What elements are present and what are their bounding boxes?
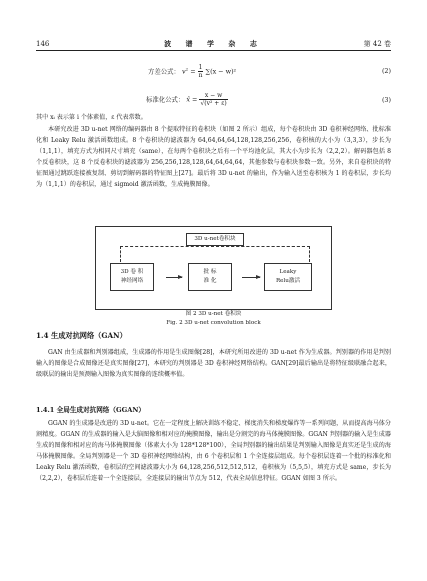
normalize-label: 标准化公式： bbox=[146, 95, 185, 104]
normalize-fraction: $\frac{x - w}{\text{√(v² + ε)}}$ bbox=[200, 92, 227, 107]
equation-number-3: (3) bbox=[381, 96, 391, 104]
block-title-3d-unet: 3D u-net卷积块 bbox=[186, 233, 244, 246]
variance-lhs: v bbox=[182, 67, 186, 76]
figure-2-caption-en: Fig. 2 3D u-net convolution block bbox=[166, 320, 261, 326]
arrow-2 bbox=[242, 277, 260, 278]
arrow-1 bbox=[166, 277, 182, 278]
para-gan: GAN 由生成器和判别器组成，生成器的作用是生成图像[28]，本研究所用改进的 3D u-net 作为生成器。判别器的作用是判别输入的图像是合成图像还是真实图像[27]，本研究的判别器是 3D 卷积神经网络结构。GAN[29]最后输出是将特征级联融合起来，级联层的输出是预测输入图像为真实图像的连续概率值。 bbox=[36, 349, 391, 379]
page-number: 146 bbox=[36, 40, 50, 48]
section-1-4-1-title: 1.4.1 全局生成对抗网络（GGAN） bbox=[36, 406, 145, 414]
dashed-connector-right bbox=[216, 246, 310, 262]
variance-equation: 方差公式： $v^2$ = $\frac{1}{n}$ ∑(x − w)² bbox=[148, 64, 237, 79]
variance-label: 方差公式： bbox=[148, 67, 180, 76]
block-leaky-relu: Leaky Relu激活 bbox=[264, 263, 312, 291]
normalize-equation bbox=[146, 92, 228, 107]
figure-2-caption-cn: 图 2 3D u-net 卷积块 bbox=[185, 311, 242, 317]
normalize-lhs: x̂ = bbox=[186, 95, 198, 104]
para-encoder: 本研究改进 3D u-net 网络的编码器由 8 个提取特征的卷积块（如图 2 所示）组成，每个卷积块由 3D 卷积神经网络、批标准化和 Leaky Relu 激活函数组成。8 个卷积块的滤波器为 64,64,64,64,128,128,256,256，卷积核的大小为（3,3,3），步长为（1,1,1），填充方式为相同尺寸填充（same），在每两个卷积块之后有一个平均池化层，其大小为步长为（2,2,2）。解码器包括 8 个反卷积块，这 8 个反卷积块的滤波器为 256,256,128,128,64,64,64,64，其他参数与卷积块参数一致。另外，来自卷积块的特征图通过跳跃连接被复制、剪切到解码器的特征图上[27]。最后将 3D u-net 的输出，作为输入送至卷积核为 1 的卷积层，步长均为（1,1,1）的卷积层，通过 sigmoid 激活函数，生成掩膜图像。 bbox=[36, 126, 391, 189]
para-symbols: 其中 xᵢ 表示第 i 个体素值，ε 代表常数。 bbox=[36, 114, 147, 121]
block-3d-conv: 3D 卷 积 神经网络 bbox=[110, 263, 154, 291]
equation-number-2: (2) bbox=[381, 67, 391, 75]
running-header bbox=[36, 38, 391, 51]
section-1-4-title: 1.4 生成对抗网络（GAN） bbox=[36, 331, 127, 340]
variance-fraction: $\frac{1}{n}$ bbox=[198, 64, 203, 79]
para-ggan: GGAN 的生成器是改进的 3D u-net。它在一定程度上解决训练不稳定、梯度消失和梯度爆炸等一系列问题，从而提高海马体分割精度。GGAN 的生成器的输入是大脑图像和相对应的掩膜图像，输出是分割完的海马体掩膜图像。GGAN 判别器的输入是生成器生成的图像和相对应的海马体掩膜图像（体素大小为 128*128*100），全局判别器的输出结果是判别输入图像是真实还是生成的海马体掩膜图像。全局判别器是一个 3D 卷积神经网络结构，由 6 个卷积层和 1 个全连接层组成。每个卷积层连着一个批的标准化和 Leaky Relu 激活函数，卷积层的空间滤波器大小为 64,128,256,512,512,512，卷积核为（5,5,5），填充方式是 same，步长为（2,2,2），卷积层后连着一个全连接层，全连接层的输出节点为 512，代表全局信息特征。GGAN 如图 3 所示。 bbox=[36, 420, 391, 483]
figure-2-diagram bbox=[95, 226, 332, 310]
volume-label: 第 42 卷 bbox=[363, 40, 391, 48]
block-batch-norm: 批 标 准 化 bbox=[188, 263, 232, 291]
journal-title: 波 谱 学 杂 志 bbox=[164, 39, 263, 48]
variance-rhs: ∑(x − w)² bbox=[205, 67, 237, 76]
